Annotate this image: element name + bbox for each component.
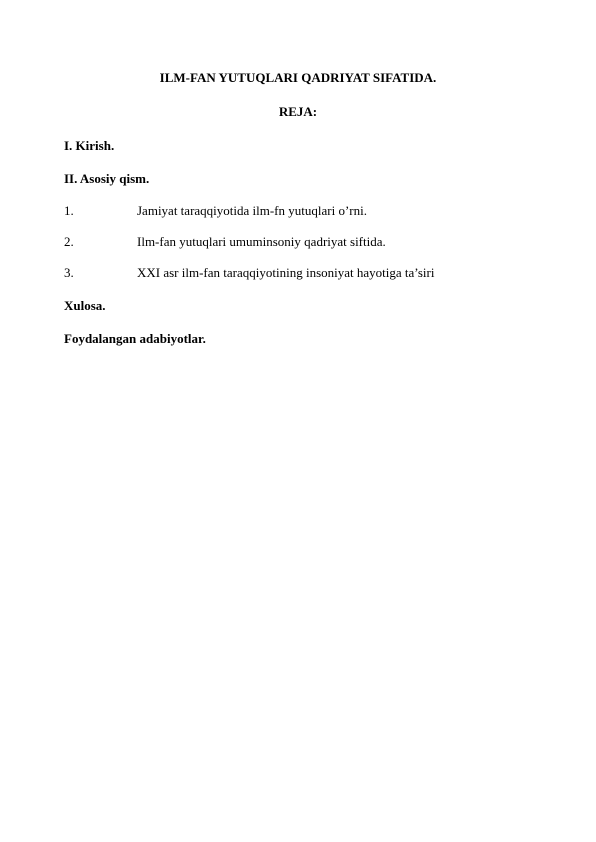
list-item-text: XXI asr ilm-fan taraqqiyotining insoniyat hayotiga ta’siri — [137, 265, 435, 280]
list-item-number: 1. — [64, 203, 74, 218]
list-item-number: 2. — [64, 234, 74, 249]
references-heading: Foydalangan adabiyotlar. — [64, 331, 206, 346]
plan-heading: REJA: — [278, 104, 318, 119]
document-title: ILM-FAN YUTUQLARI QADRIYAT SIFATIDA. — [159, 70, 437, 85]
conclusion-heading: Xulosa. — [64, 298, 106, 313]
list-item-text: Jamiyat taraqqiyotida ilm-fn yutuqlari o’rni. — [137, 203, 367, 218]
list-item-text: Ilm-fan yutuqlari umuminsoniy qadriyat siftida. — [137, 234, 386, 249]
list-item-number: 3. — [64, 265, 74, 280]
section-main-heading: II. Asosiy qism. — [64, 171, 150, 186]
section-intro-heading: I. Kirish. — [64, 138, 115, 153]
